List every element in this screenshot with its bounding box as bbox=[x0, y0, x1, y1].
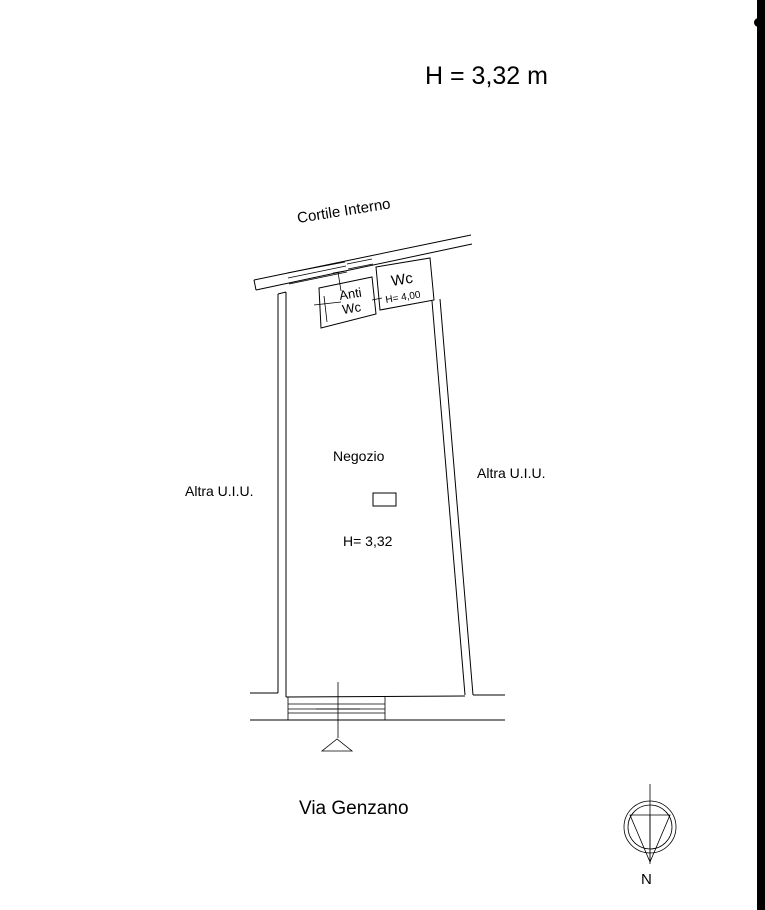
left-wall bbox=[250, 292, 286, 697]
north-compass-icon bbox=[624, 784, 676, 864]
wc-height-label: H= 4,00 bbox=[384, 289, 422, 306]
courtyard-label: Cortile Interno bbox=[295, 195, 392, 227]
right-wall bbox=[432, 299, 505, 695]
ceiling-height-title: H = 3,32 m bbox=[425, 62, 548, 90]
right-unit-label: Altra U.I.U. bbox=[477, 465, 546, 481]
antiwc-label-line1: Anti bbox=[338, 284, 363, 303]
shop-height-label: H= 3,32 bbox=[343, 533, 393, 549]
column-marker bbox=[373, 493, 396, 506]
front-wall bbox=[250, 682, 505, 738]
rear-wall bbox=[254, 235, 472, 290]
antiwc-label-line2: Wc bbox=[341, 299, 363, 317]
shop-label: Negozio bbox=[333, 448, 385, 464]
left-unit-label: Altra U.I.U. bbox=[185, 483, 254, 499]
north-label: N bbox=[641, 871, 652, 888]
wc-label: Wc bbox=[389, 269, 415, 290]
entrance-marker-icon bbox=[322, 739, 352, 751]
street-label: Via Genzano bbox=[299, 798, 409, 819]
